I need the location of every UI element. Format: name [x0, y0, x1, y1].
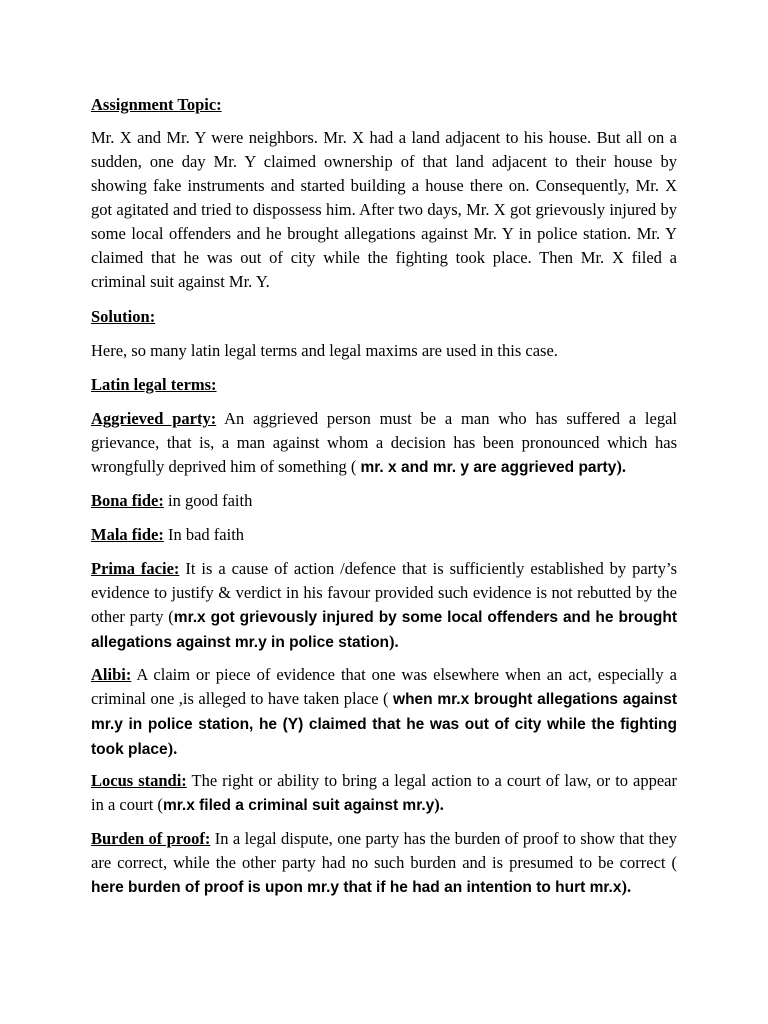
term-alibi — [91, 663, 677, 762]
term-closing: ). — [389, 632, 399, 651]
term-aggrieved-party — [91, 407, 677, 480]
term-definition: in good faith — [163, 491, 253, 510]
term-label: Aggrieved party: — [91, 409, 217, 428]
term-definition: In bad faith — [163, 525, 245, 544]
term-label: Alibi: — [91, 665, 132, 684]
term-definition: The right or ability to bring a legal action to a court of law, or to appear in a court ( — [91, 771, 678, 814]
term-burden-of-proof — [91, 827, 677, 900]
latin-terms-heading: Latin legal terms: — [91, 375, 217, 394]
term-locus-standi — [91, 769, 677, 818]
term-definition: An aggrieved person must be a man who has suffered a legal grievance, that is, a man against whom a decision has been pronounced which has wrongfully deprived him of something ( — [91, 409, 677, 476]
term-example: mr.x got grievously injured by some local offenders and he brought allegations against mr.y in police station — [91, 609, 677, 651]
term-label: Bona fide: — [91, 491, 164, 510]
term-example: here burden of proof is upon mr.y that if he had an intention to hurt mr.x — [91, 879, 622, 896]
term-bona-fide — [91, 489, 677, 513]
term-definition: In a legal dispute, one party has the burden of proof to show that they are correct, while the other party had no such burden and is presumed to be correct ( — [91, 829, 677, 872]
term-label: Locus standi: — [91, 771, 187, 790]
assignment-topic-heading: Assignment Topic: — [91, 95, 222, 114]
term-definition: A claim or piece of evidence that one was elsewhere when an act, especially a criminal one ,is alleged to have taken place ( — [91, 665, 677, 708]
term-closing: ). — [621, 877, 632, 896]
solution-heading: Solution: — [91, 307, 156, 326]
term-closing: ). — [167, 739, 178, 758]
term-mala-fide — [91, 523, 677, 547]
assignment-topic-paragraph: Mr. X and Mr. Y were neighbors. Mr. X had a land adjacent to his house. But all on a sudden, one day Mr. Y claimed ownership of that land adjacent to their house by showing fake instruments and started building a house there on. Consequently, Mr. X got agitated and tried to dispossess him. After two days, Mr. X got grievously injured by some local offenders and he brought allegations against Mr. Y in police station. Mr. Y claimed that he was out of city while the fighting took place. Then Mr. X filed a criminal suit against Mr. Y. — [91, 128, 677, 291]
solution-paragraph: Here, so many latin legal terms and legal maxims are used in this case. — [91, 341, 558, 360]
term-closing: ). — [434, 795, 444, 814]
term-label: Burden of proof: — [91, 829, 211, 848]
term-definition: It is a cause of action /defence that is sufficiently established by party’s evidence to justify & verdict in his favour provided such evidence is not rebutted by the other party ( — [91, 559, 677, 626]
term-prima-facie — [91, 557, 677, 655]
term-closing: ). — [616, 457, 626, 476]
term-example: mr.x filed a criminal suit against mr.y — [162, 797, 435, 814]
term-example: mr. x and mr. y are aggrieved party — [360, 459, 617, 476]
term-example: when mr.x brought allegations against mr.y in police station, he (Y) claimed that he was out of city while the fighting took place — [91, 691, 677, 758]
term-label: Mala fide: — [91, 525, 164, 544]
term-label: Prima facie: — [91, 559, 180, 578]
